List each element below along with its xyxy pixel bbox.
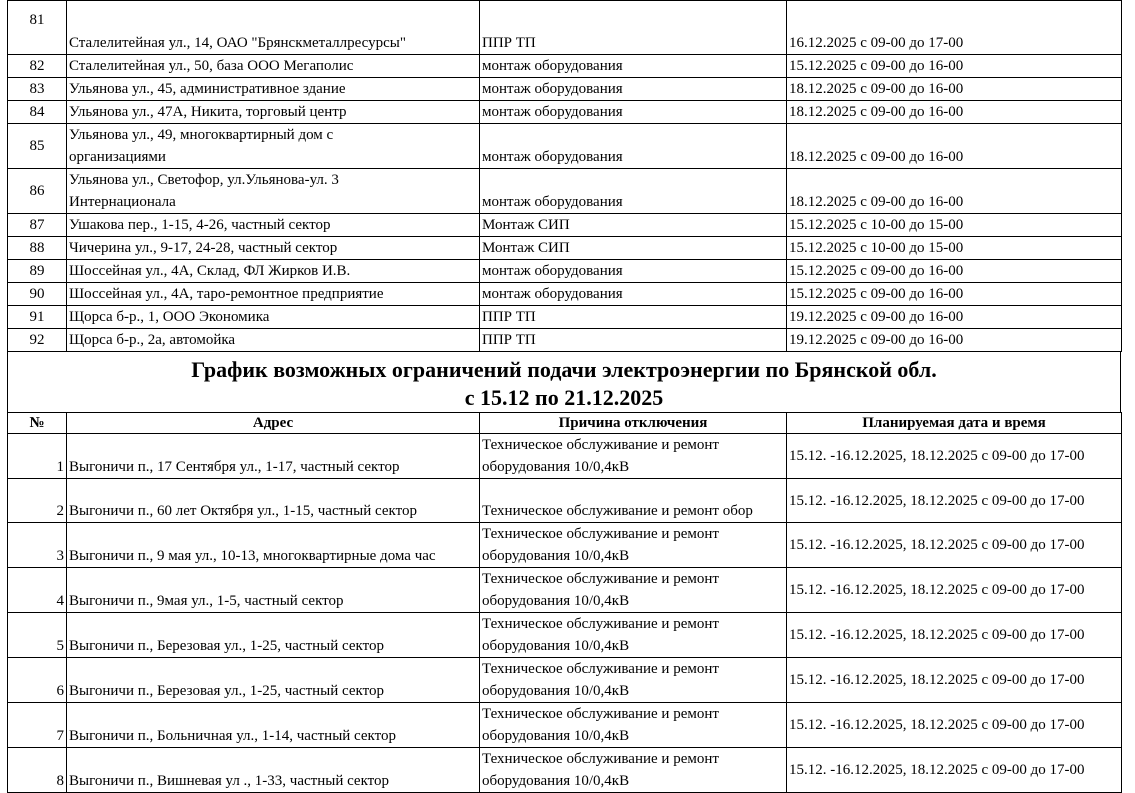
table-row	[8, 329, 1122, 352]
address-cell: Выгоничи п., 9мая ул., 1-5, частный сектор	[67, 568, 480, 613]
row-number: 91	[8, 306, 67, 329]
date-cell: 15.12.2025 с 10-00 до 15-00	[787, 214, 1122, 237]
reason-cell	[480, 434, 787, 479]
table-row	[8, 101, 1122, 124]
column-header-address: Адрес	[67, 413, 480, 434]
schedule-table	[7, 412, 1122, 793]
address-cell: Выгоничи п., Больничная ул., 1-14, частный сектор	[67, 703, 480, 748]
table-row	[8, 214, 1122, 237]
table-row	[8, 703, 1122, 748]
table-row	[8, 283, 1122, 306]
address-cell: Ульянова ул., 45, административное здание	[67, 78, 480, 101]
row-number: 6	[8, 658, 67, 703]
date-cell: 15.12. -16.12.2025, 18.12.2025 с 09-00 до 17-00	[787, 523, 1122, 568]
reason-line: оборудования 10/0,4кВ	[482, 728, 630, 744]
date-cell: 15.12.2025 с 09-00 до 16-00	[787, 283, 1122, 306]
table-row	[8, 306, 1122, 329]
address-cell: Выгоничи п., Березовая ул., 1-25, частный сектор	[67, 613, 480, 658]
spreadsheet-page	[7, 0, 1121, 793]
address-cell: Чичерина ул., 9-17, 24-28, частный сектор	[67, 237, 480, 260]
reason-cell	[480, 479, 787, 523]
reason-line: Техническое обслуживание и ремонт	[482, 661, 719, 677]
reason-cell: ППР ТП	[480, 329, 787, 352]
date-cell: 15.12.2025 с 09-00 до 16-00	[787, 260, 1122, 283]
row-number: 1	[8, 434, 67, 479]
address-cell: Сталелитейная ул., 14, ОАО "Брянскметаллресурсы"	[67, 1, 480, 55]
address-cell	[67, 169, 480, 214]
column-header-reason: Причина отключения	[480, 413, 787, 434]
table-row	[8, 523, 1122, 568]
table-row	[8, 658, 1122, 703]
date-cell: 15.12. -16.12.2025, 18.12.2025 с 09-00 до 17-00	[787, 613, 1122, 658]
table-row	[8, 479, 1122, 523]
address-cell: Выгоничи п., Вишневая ул ., 1-33, частный сектор	[67, 748, 480, 793]
table-row	[8, 55, 1122, 78]
row-number: 82	[8, 55, 67, 78]
reason-line: Техническое обслуживание и ремонт	[482, 706, 719, 722]
address-line: Интернационала	[69, 194, 176, 210]
date-cell: 15.12.2025 с 09-00 до 16-00	[787, 55, 1122, 78]
reason-line: оборудования 10/0,4кВ	[482, 548, 630, 564]
address-cell: Шоссейная ул., 4А, таро-ремонтное предприятие	[67, 283, 480, 306]
date-cell: 18.12.2025 с 09-00 до 16-00	[787, 169, 1122, 214]
table-row	[8, 124, 1122, 169]
table-row	[8, 1, 1122, 55]
reason-cell: ППР ТП	[480, 1, 787, 55]
address-cell: Щорса б-р., 1, ООО Экономика	[67, 306, 480, 329]
reason-cell: монтаж оборудования	[480, 169, 787, 214]
top-schedule-table	[7, 0, 1122, 352]
reason-cell	[480, 613, 787, 658]
address-cell: Выгоничи п., Березовая ул., 1-25, частный сектор	[67, 658, 480, 703]
date-cell: 15.12. -16.12.2025, 18.12.2025 с 09-00 до 17-00	[787, 703, 1122, 748]
reason-cell: монтаж оборудования	[480, 260, 787, 283]
reason-line: оборудования 10/0,4кВ	[482, 638, 630, 654]
reason-cell: Монтаж СИП	[480, 237, 787, 260]
schedule-title	[7, 352, 1121, 412]
address-line: Ульянова ул., 49, многоквартирный дом с	[69, 127, 334, 143]
reason-cell: монтаж оборудования	[480, 124, 787, 169]
reason-line: оборудования 10/0,4кВ	[482, 683, 630, 699]
reason-line: Техническое обслуживание и ремонт	[482, 751, 719, 767]
address-cell: Шоссейная ул., 4А, Склад, ФЛ Жирков И.В.	[67, 260, 480, 283]
date-cell: 15.12. -16.12.2025, 18.12.2025 с 09-00 до 17-00	[787, 568, 1122, 613]
row-number: 86	[8, 169, 67, 214]
table-row	[8, 434, 1122, 479]
row-number: 7	[8, 703, 67, 748]
reason-cell	[480, 568, 787, 613]
date-cell: 15.12. -16.12.2025, 18.12.2025 с 09-00 до 17-00	[787, 434, 1122, 479]
date-cell: 15.12. -16.12.2025, 18.12.2025 с 09-00 до 17-00	[787, 748, 1122, 793]
address-cell: Щорса б-р., 2а, автомойка	[67, 329, 480, 352]
date-cell: 19.12.2025 с 09-00 до 16-00	[787, 306, 1122, 329]
reason-cell: монтаж оборудования	[480, 101, 787, 124]
header-row	[8, 413, 1122, 434]
reason-cell: монтаж оборудования	[480, 78, 787, 101]
row-number: 92	[8, 329, 67, 352]
address-cell: Выгоничи п., 17 Сентября ул., 1-17, частный сектор	[67, 434, 480, 479]
table-row	[8, 237, 1122, 260]
table-row	[8, 568, 1122, 613]
address-cell: Выгоничи п., 60 лет Октября ул., 1-15, частный сектор	[67, 479, 480, 523]
table-row	[8, 260, 1122, 283]
date-cell: 15.12.2025 с 10-00 до 15-00	[787, 237, 1122, 260]
date-cell: 19.12.2025 с 09-00 до 16-00	[787, 329, 1122, 352]
reason-cell	[480, 703, 787, 748]
address-cell	[67, 124, 480, 169]
row-number: 85	[8, 124, 67, 169]
row-number: 88	[8, 237, 67, 260]
reason-cell: Монтаж СИП	[480, 214, 787, 237]
row-number: 90	[8, 283, 67, 306]
table-row	[8, 613, 1122, 658]
date-cell: 15.12. -16.12.2025, 18.12.2025 с 09-00 до 17-00	[787, 658, 1122, 703]
row-number: 84	[8, 101, 67, 124]
schedule-title-line: График возможных ограничений подачи электроэнергии по Брянской обл.	[191, 357, 937, 382]
row-number: 81	[8, 1, 67, 55]
address-cell: Ульянова ул., 47А, Никита, торговый центр	[67, 101, 480, 124]
address-cell: Выгоничи п., 9 мая ул., 10-13, многоквартирные дома час	[67, 523, 480, 568]
date-cell: 16.12.2025 с 09-00 до 17-00	[787, 1, 1122, 55]
table-row	[8, 169, 1122, 214]
column-header-date: Планируемая дата и время	[787, 413, 1122, 434]
column-header-number: №	[8, 413, 67, 434]
row-number: 4	[8, 568, 67, 613]
reason-line: оборудования 10/0,4кВ	[482, 773, 630, 789]
reason-line: Техническое обслуживание и ремонт обор	[482, 503, 753, 519]
reason-cell: ППР ТП	[480, 306, 787, 329]
reason-line: Техническое обслуживание и ремонт	[482, 616, 719, 632]
row-number: 2	[8, 479, 67, 523]
address-cell: Сталелитейная ул., 50, база ООО Мегаполис	[67, 55, 480, 78]
row-number: 83	[8, 78, 67, 101]
schedule-period-line: с 15.12 по 21.12.2025	[464, 385, 664, 410]
reason-cell	[480, 748, 787, 793]
row-number: 87	[8, 214, 67, 237]
reason-cell: монтаж оборудования	[480, 283, 787, 306]
row-number: 89	[8, 260, 67, 283]
date-cell: 18.12.2025 с 09-00 до 16-00	[787, 78, 1122, 101]
row-number: 3	[8, 523, 67, 568]
date-cell: 18.12.2025 с 09-00 до 16-00	[787, 124, 1122, 169]
reason-line: Техническое обслуживание и ремонт	[482, 437, 719, 453]
date-cell: 18.12.2025 с 09-00 до 16-00	[787, 101, 1122, 124]
address-cell: Ушакова пер., 1-15, 4-26, частный сектор	[67, 214, 480, 237]
reason-line: Техническое обслуживание и ремонт	[482, 571, 719, 587]
address-line: Ульянова ул., Светофор, ул.Ульянова-ул. 3	[69, 172, 339, 188]
table-row	[8, 78, 1122, 101]
reason-line: оборудования 10/0,4кВ	[482, 593, 630, 609]
reason-cell: монтаж оборудования	[480, 55, 787, 78]
row-number: 8	[8, 748, 67, 793]
date-cell: 15.12. -16.12.2025, 18.12.2025 с 09-00 до 17-00	[787, 479, 1122, 523]
reason-cell	[480, 658, 787, 703]
reason-cell	[480, 523, 787, 568]
table-row	[8, 748, 1122, 793]
address-line: организациями	[69, 149, 166, 165]
reason-line: оборудования 10/0,4кВ	[482, 459, 630, 475]
reason-line: Техническое обслуживание и ремонт	[482, 526, 719, 542]
row-number: 5	[8, 613, 67, 658]
